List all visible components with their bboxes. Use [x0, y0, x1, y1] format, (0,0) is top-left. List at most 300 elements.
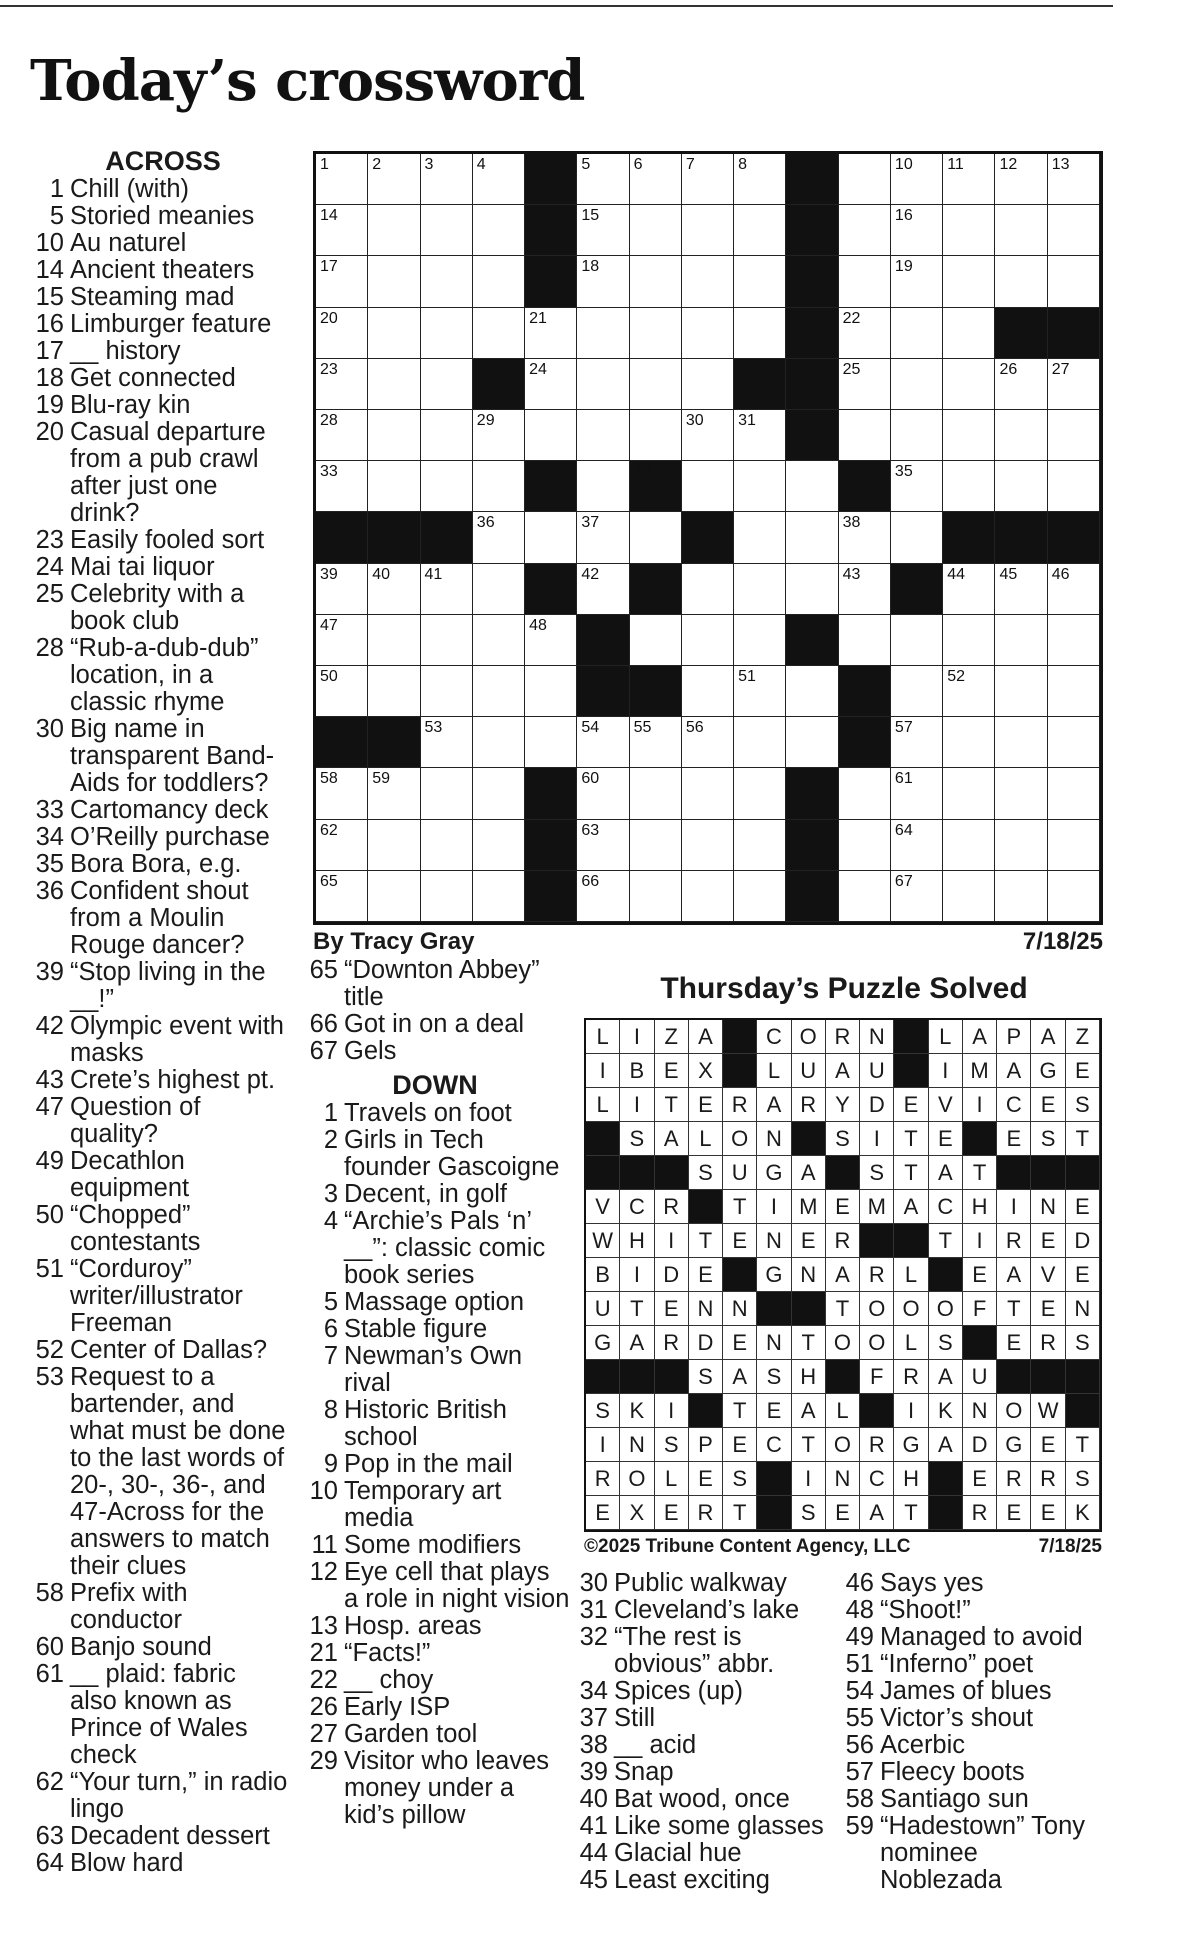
clue-number: 10: [309, 1477, 338, 1505]
clue-item[interactable]: [26, 1148, 288, 1202]
clue-item[interactable]: [26, 257, 288, 284]
grid-cell[interactable]: [943, 564, 995, 615]
grid-cell[interactable]: [316, 666, 368, 717]
grid-cell[interactable]: [577, 564, 629, 615]
clue-number: 22: [309, 1666, 338, 1694]
clue-item[interactable]: [300, 1127, 570, 1181]
grid-cell[interactable]: [421, 820, 473, 871]
grid-cell[interactable]: [839, 615, 891, 666]
grid-cell[interactable]: [525, 410, 577, 461]
clue-item[interactable]: [26, 311, 288, 338]
clue-item[interactable]: [26, 824, 288, 851]
grid-cell[interactable]: [682, 359, 734, 410]
grid-cell[interactable]: [1048, 461, 1100, 512]
grid-cell[interactable]: [577, 359, 629, 410]
grid-cell[interactable]: [630, 615, 682, 666]
grid-cell[interactable]: [943, 308, 995, 359]
grid-cell[interactable]: [682, 717, 734, 768]
grid-cell[interactable]: [525, 359, 577, 410]
black-square: [577, 615, 629, 666]
grid-cell[interactable]: [891, 410, 943, 461]
grid-cell[interactable]: [734, 461, 786, 512]
grid-cell[interactable]: [839, 410, 891, 461]
grid-cell[interactable]: [734, 666, 786, 717]
grid-cell[interactable]: [368, 564, 420, 615]
black-square: [995, 512, 1047, 563]
grid-cell[interactable]: [995, 615, 1047, 666]
clue-item[interactable]: [300, 1208, 570, 1289]
grid-cell[interactable]: [421, 564, 473, 615]
clue-item[interactable]: [300, 1038, 570, 1065]
grid-cell[interactable]: [368, 308, 420, 359]
clue-item[interactable]: [300, 1181, 570, 1208]
grid-cell[interactable]: [1048, 410, 1100, 461]
clue-item[interactable]: [26, 1634, 288, 1661]
clue-item[interactable]: [26, 1661, 288, 1769]
grid-cell[interactable]: [577, 871, 629, 922]
solved-letter: N: [757, 1224, 791, 1258]
grid-cell[interactable]: [734, 205, 786, 256]
grid-cell[interactable]: [368, 768, 420, 819]
grid-cell[interactable]: [1048, 359, 1100, 410]
clue-item[interactable]: [570, 1786, 838, 1813]
clue-item[interactable]: [570, 1867, 838, 1894]
grid-cell[interactable]: [577, 717, 629, 768]
grid-cell[interactable]: [995, 359, 1047, 410]
grid-cell[interactable]: [630, 410, 682, 461]
grid-cell[interactable]: [473, 871, 525, 922]
grid-cell[interactable]: [421, 615, 473, 666]
clue-item[interactable]: [26, 1202, 288, 1256]
grid-cell[interactable]: [630, 308, 682, 359]
grid-cell[interactable]: [943, 717, 995, 768]
grid-cell[interactable]: [891, 717, 943, 768]
clue-item[interactable]: [836, 1759, 1106, 1786]
grid-cell[interactable]: [995, 256, 1047, 307]
grid-cell[interactable]: [525, 308, 577, 359]
clue-item[interactable]: [26, 1580, 288, 1634]
clue-item[interactable]: [836, 1786, 1106, 1813]
clue-item[interactable]: [300, 1613, 570, 1640]
grid-cell[interactable]: [1048, 871, 1100, 922]
solved-letter: N: [757, 1122, 791, 1156]
grid-cell[interactable]: [316, 154, 368, 205]
grid-cell[interactable]: [473, 308, 525, 359]
clue-text: “The rest is obvious” abbr.: [614, 1623, 775, 1678]
clue-item[interactable]: [26, 338, 288, 365]
grid-cell[interactable]: [421, 768, 473, 819]
grid-cell[interactable]: [786, 512, 838, 563]
grid-cell[interactable]: [891, 615, 943, 666]
clue-item[interactable]: [300, 1397, 570, 1451]
clue-item[interactable]: [570, 1678, 838, 1705]
grid-cell[interactable]: [316, 205, 368, 256]
grid-cell[interactable]: [734, 154, 786, 205]
clue-item[interactable]: [570, 1597, 838, 1624]
clue-item[interactable]: [26, 419, 288, 527]
grid-cell[interactable]: [995, 564, 1047, 615]
grid-cell[interactable]: [943, 461, 995, 512]
clue-item[interactable]: [26, 230, 288, 257]
grid-cell[interactable]: [734, 717, 786, 768]
clue-item[interactable]: [300, 1100, 570, 1127]
grid-cell[interactable]: [734, 256, 786, 307]
grid-cell[interactable]: [891, 256, 943, 307]
cell-number: 47: [320, 616, 338, 634]
grid-cell[interactable]: [577, 512, 629, 563]
grid-cell[interactable]: [786, 461, 838, 512]
grid-cell[interactable]: [1048, 768, 1100, 819]
grid-cell[interactable]: [1048, 820, 1100, 871]
grid-cell[interactable]: [368, 820, 420, 871]
grid-cell[interactable]: [630, 256, 682, 307]
clue-item[interactable]: [836, 1597, 1106, 1624]
grid-cell[interactable]: [421, 308, 473, 359]
grid-cell[interactable]: [1048, 666, 1100, 717]
clue-item[interactable]: [26, 1364, 288, 1580]
grid-cell[interactable]: [630, 871, 682, 922]
grid-cell[interactable]: [630, 512, 682, 563]
grid-cell[interactable]: [734, 820, 786, 871]
grid-cell[interactable]: [525, 512, 577, 563]
clue-item[interactable]: [26, 1823, 288, 1850]
clue-number: 10: [35, 229, 64, 257]
clue-item[interactable]: [26, 851, 288, 878]
grid-cell[interactable]: [995, 820, 1047, 871]
clue-item[interactable]: [300, 1011, 570, 1038]
grid-cell[interactable]: [421, 154, 473, 205]
clue-item[interactable]: [26, 1850, 288, 1877]
grid-cell[interactable]: [421, 359, 473, 410]
grid-cell[interactable]: [473, 615, 525, 666]
clue-item[interactable]: [300, 1640, 570, 1667]
grid-cell[interactable]: [734, 512, 786, 563]
grid-cell[interactable]: [577, 461, 629, 512]
grid-cell[interactable]: [995, 410, 1047, 461]
grid-cell[interactable]: [630, 205, 682, 256]
grid-cell[interactable]: [316, 410, 368, 461]
grid-cell[interactable]: [734, 768, 786, 819]
grid-cell[interactable]: [577, 205, 629, 256]
clue-item[interactable]: [836, 1570, 1106, 1597]
grid-cell[interactable]: [682, 410, 734, 461]
grid-cell[interactable]: [839, 205, 891, 256]
grid-cell[interactable]: [995, 154, 1047, 205]
grid-cell[interactable]: [1048, 205, 1100, 256]
clue-item[interactable]: [300, 1559, 570, 1613]
clue-item[interactable]: [836, 1705, 1106, 1732]
grid-cell[interactable]: [891, 308, 943, 359]
grid-cell[interactable]: [682, 205, 734, 256]
grid-cell[interactable]: [577, 820, 629, 871]
grid-cell[interactable]: [473, 564, 525, 615]
cell-number: 31: [738, 412, 756, 429]
clue-number: 53: [35, 1363, 64, 1391]
grid-cell[interactable]: [943, 820, 995, 871]
cell-number: 60: [581, 770, 600, 788]
grid-cell[interactable]: [891, 154, 943, 205]
grid-cell[interactable]: [316, 615, 368, 666]
grid-cell[interactable]: [368, 461, 420, 512]
grid-cell[interactable]: [316, 256, 368, 307]
grid-cell[interactable]: [316, 359, 368, 410]
grid-cell[interactable]: [316, 308, 368, 359]
clue-item[interactable]: [26, 392, 288, 419]
grid-cell[interactable]: [682, 256, 734, 307]
grid-cell[interactable]: [943, 154, 995, 205]
clue-item[interactable]: [26, 1337, 288, 1364]
solved-letter: E: [689, 1258, 723, 1292]
grid-cell[interactable]: [943, 666, 995, 717]
grid-cell[interactable]: [891, 820, 943, 871]
clue-item[interactable]: [26, 554, 288, 581]
grid-cell[interactable]: [943, 256, 995, 307]
clue-item[interactable]: [570, 1813, 838, 1840]
grid-cell[interactable]: [839, 564, 891, 615]
grid-cell[interactable]: [839, 871, 891, 922]
grid-cell[interactable]: [316, 871, 368, 922]
grid-cell[interactable]: [682, 154, 734, 205]
solved-black-square: [757, 1292, 791, 1326]
grid-cell[interactable]: [473, 256, 525, 307]
grid-cell[interactable]: [473, 154, 525, 205]
grid-cell[interactable]: [734, 564, 786, 615]
solved-letter: N: [757, 1326, 791, 1360]
grid-cell[interactable]: [995, 666, 1047, 717]
grid-cell[interactable]: [786, 666, 838, 717]
clue-item[interactable]: [836, 1732, 1106, 1759]
grid-cell[interactable]: [473, 666, 525, 717]
clue-item[interactable]: [570, 1759, 838, 1786]
clue-item[interactable]: [570, 1624, 838, 1678]
grid-cell[interactable]: [943, 410, 995, 461]
grid-cell[interactable]: [525, 717, 577, 768]
grid-cell[interactable]: [943, 768, 995, 819]
grid-cell[interactable]: [734, 615, 786, 666]
grid-cell[interactable]: [577, 410, 629, 461]
clue-item[interactable]: [26, 176, 288, 203]
grid-cell[interactable]: [577, 308, 629, 359]
grid-cell[interactable]: [421, 256, 473, 307]
grid-cell[interactable]: [1048, 154, 1100, 205]
grid-cell[interactable]: [682, 461, 734, 512]
clue-item[interactable]: [836, 1651, 1106, 1678]
solved-black-square: [929, 1496, 963, 1530]
clue-item[interactable]: [300, 1667, 570, 1694]
clue-item[interactable]: [300, 1289, 570, 1316]
solved-letter: R: [997, 1462, 1031, 1496]
clue-number: 21: [309, 1639, 338, 1667]
grid-cell[interactable]: [525, 666, 577, 717]
clue-item[interactable]: [26, 365, 288, 392]
grid-cell[interactable]: [682, 564, 734, 615]
grid-cell[interactable]: [1048, 717, 1100, 768]
clue-item[interactable]: [300, 1343, 570, 1397]
clue-item[interactable]: [26, 1769, 288, 1823]
grid-cell[interactable]: [316, 564, 368, 615]
grid-cell[interactable]: [995, 768, 1047, 819]
grid-cell[interactable]: [316, 820, 368, 871]
clue-item[interactable]: [570, 1840, 838, 1867]
black-square: [943, 512, 995, 563]
grid-cell[interactable]: [630, 768, 682, 819]
grid-cell[interactable]: [682, 666, 734, 717]
grid-cell[interactable]: [734, 410, 786, 461]
clue-item[interactable]: [300, 1451, 570, 1478]
clue-item[interactable]: [300, 1694, 570, 1721]
grid-cell[interactable]: [421, 871, 473, 922]
grid-cell[interactable]: [473, 768, 525, 819]
grid-cell[interactable]: [839, 820, 891, 871]
grid-cell[interactable]: [316, 768, 368, 819]
grid-cell[interactable]: [943, 205, 995, 256]
grid-cell[interactable]: [839, 768, 891, 819]
grid-cell[interactable]: [891, 666, 943, 717]
grid-cell[interactable]: [368, 871, 420, 922]
grid-cell[interactable]: [630, 154, 682, 205]
clue-item[interactable]: [26, 527, 288, 554]
grid-cell[interactable]: [421, 410, 473, 461]
clue-item[interactable]: [26, 203, 288, 230]
clue-item[interactable]: [300, 1478, 570, 1532]
grid-cell[interactable]: [368, 154, 420, 205]
grid-cell[interactable]: [1048, 256, 1100, 307]
clue-item[interactable]: [836, 1624, 1106, 1651]
grid-cell[interactable]: [682, 871, 734, 922]
cell-number: 8: [738, 156, 748, 173]
grid-cell[interactable]: [577, 256, 629, 307]
grid-cell[interactable]: [473, 512, 525, 563]
solved-letter: E: [963, 1462, 997, 1496]
grid-cell[interactable]: [839, 256, 891, 307]
grid-cell[interactable]: [682, 820, 734, 871]
grid-cell[interactable]: [1048, 615, 1100, 666]
grid-cell[interactable]: [995, 205, 1047, 256]
grid-cell[interactable]: [995, 717, 1047, 768]
clue-item[interactable]: [300, 1748, 570, 1829]
grid-cell[interactable]: [630, 820, 682, 871]
grid-cell[interactable]: [734, 308, 786, 359]
solved-letter: R: [655, 1326, 689, 1360]
grid-cell[interactable]: [368, 205, 420, 256]
solved-letter: N: [792, 1258, 826, 1292]
clue-item[interactable]: [570, 1732, 838, 1759]
grid-cell[interactable]: [1048, 564, 1100, 615]
clue-item[interactable]: [26, 716, 288, 797]
clue-item[interactable]: [26, 581, 288, 635]
grid-cell[interactable]: [630, 359, 682, 410]
grid-cell[interactable]: [368, 666, 420, 717]
clue-number: 14: [35, 256, 64, 284]
clue-item[interactable]: [836, 1813, 1106, 1894]
grid-cell[interactable]: [891, 461, 943, 512]
grid-cell[interactable]: [839, 359, 891, 410]
grid-cell[interactable]: [421, 717, 473, 768]
clue-item[interactable]: [26, 635, 288, 716]
clue-item[interactable]: [300, 957, 570, 1011]
cell-number: 27: [1051, 360, 1070, 378]
grid-cell[interactable]: [891, 359, 943, 410]
grid-cell[interactable]: [682, 615, 734, 666]
grid-cell[interactable]: [839, 512, 891, 563]
grid-cell[interactable]: [891, 768, 943, 819]
grid-cell[interactable]: [421, 461, 473, 512]
clue-item[interactable]: [26, 1067, 288, 1094]
cell-number: 19: [894, 258, 913, 276]
grid-cell[interactable]: [368, 359, 420, 410]
grid-cell[interactable]: [368, 410, 420, 461]
cell-number: 2: [372, 156, 382, 173]
grid-cell[interactable]: [368, 256, 420, 307]
grid-cell[interactable]: [316, 461, 368, 512]
grid-cell[interactable]: [630, 717, 682, 768]
crossword-grid[interactable]: [313, 151, 1103, 925]
grid-cell[interactable]: [943, 871, 995, 922]
grid-cell[interactable]: [473, 205, 525, 256]
grid-cell[interactable]: [943, 615, 995, 666]
grid-cell[interactable]: [577, 768, 629, 819]
grid-cell[interactable]: [577, 154, 629, 205]
grid-cell[interactable]: [473, 410, 525, 461]
clue-item[interactable]: [26, 878, 288, 959]
grid-cell[interactable]: [891, 871, 943, 922]
grid-cell[interactable]: [891, 512, 943, 563]
grid-cell[interactable]: [421, 666, 473, 717]
clue-item[interactable]: [570, 1705, 838, 1732]
clue-item[interactable]: [26, 1256, 288, 1337]
solved-letter: S: [1031, 1122, 1065, 1156]
solved-letter: I: [757, 1190, 791, 1224]
clue-item[interactable]: [300, 1721, 570, 1748]
grid-cell[interactable]: [368, 615, 420, 666]
solved-letter: P: [997, 1020, 1031, 1054]
clue-text: Snap: [614, 1758, 674, 1786]
clue-item[interactable]: [26, 797, 288, 824]
solved-letter: I: [860, 1122, 894, 1156]
grid-cell[interactable]: [473, 461, 525, 512]
grid-cell[interactable]: [682, 308, 734, 359]
clue-number: 66: [309, 1010, 338, 1038]
grid-cell[interactable]: [943, 359, 995, 410]
grid-cell[interactable]: [995, 461, 1047, 512]
grid-cell[interactable]: [473, 717, 525, 768]
solved-letter: I: [655, 1394, 689, 1428]
clue-item[interactable]: [26, 959, 288, 1013]
clue-item[interactable]: [300, 1316, 570, 1343]
grid-cell[interactable]: [995, 871, 1047, 922]
solved-letter: O: [792, 1020, 826, 1054]
clue-item[interactable]: [26, 284, 288, 311]
grid-cell[interactable]: [786, 717, 838, 768]
grid-cell[interactable]: [839, 154, 891, 205]
grid-cell[interactable]: [525, 615, 577, 666]
grid-cell[interactable]: [839, 308, 891, 359]
solved-letter: N: [1066, 1292, 1100, 1326]
grid-cell[interactable]: [473, 820, 525, 871]
grid-cell[interactable]: [421, 205, 473, 256]
clue-item[interactable]: [26, 1094, 288, 1148]
grid-cell[interactable]: [734, 871, 786, 922]
clue-item[interactable]: [570, 1570, 838, 1597]
black-square: [995, 308, 1047, 359]
grid-cell[interactable]: [682, 768, 734, 819]
grid-cell[interactable]: [786, 564, 838, 615]
clue-item[interactable]: [836, 1678, 1106, 1705]
clue-item[interactable]: [26, 1013, 288, 1067]
grid-cell[interactable]: [891, 205, 943, 256]
cell-number: 67: [894, 872, 913, 890]
clue-item[interactable]: [300, 1532, 570, 1559]
